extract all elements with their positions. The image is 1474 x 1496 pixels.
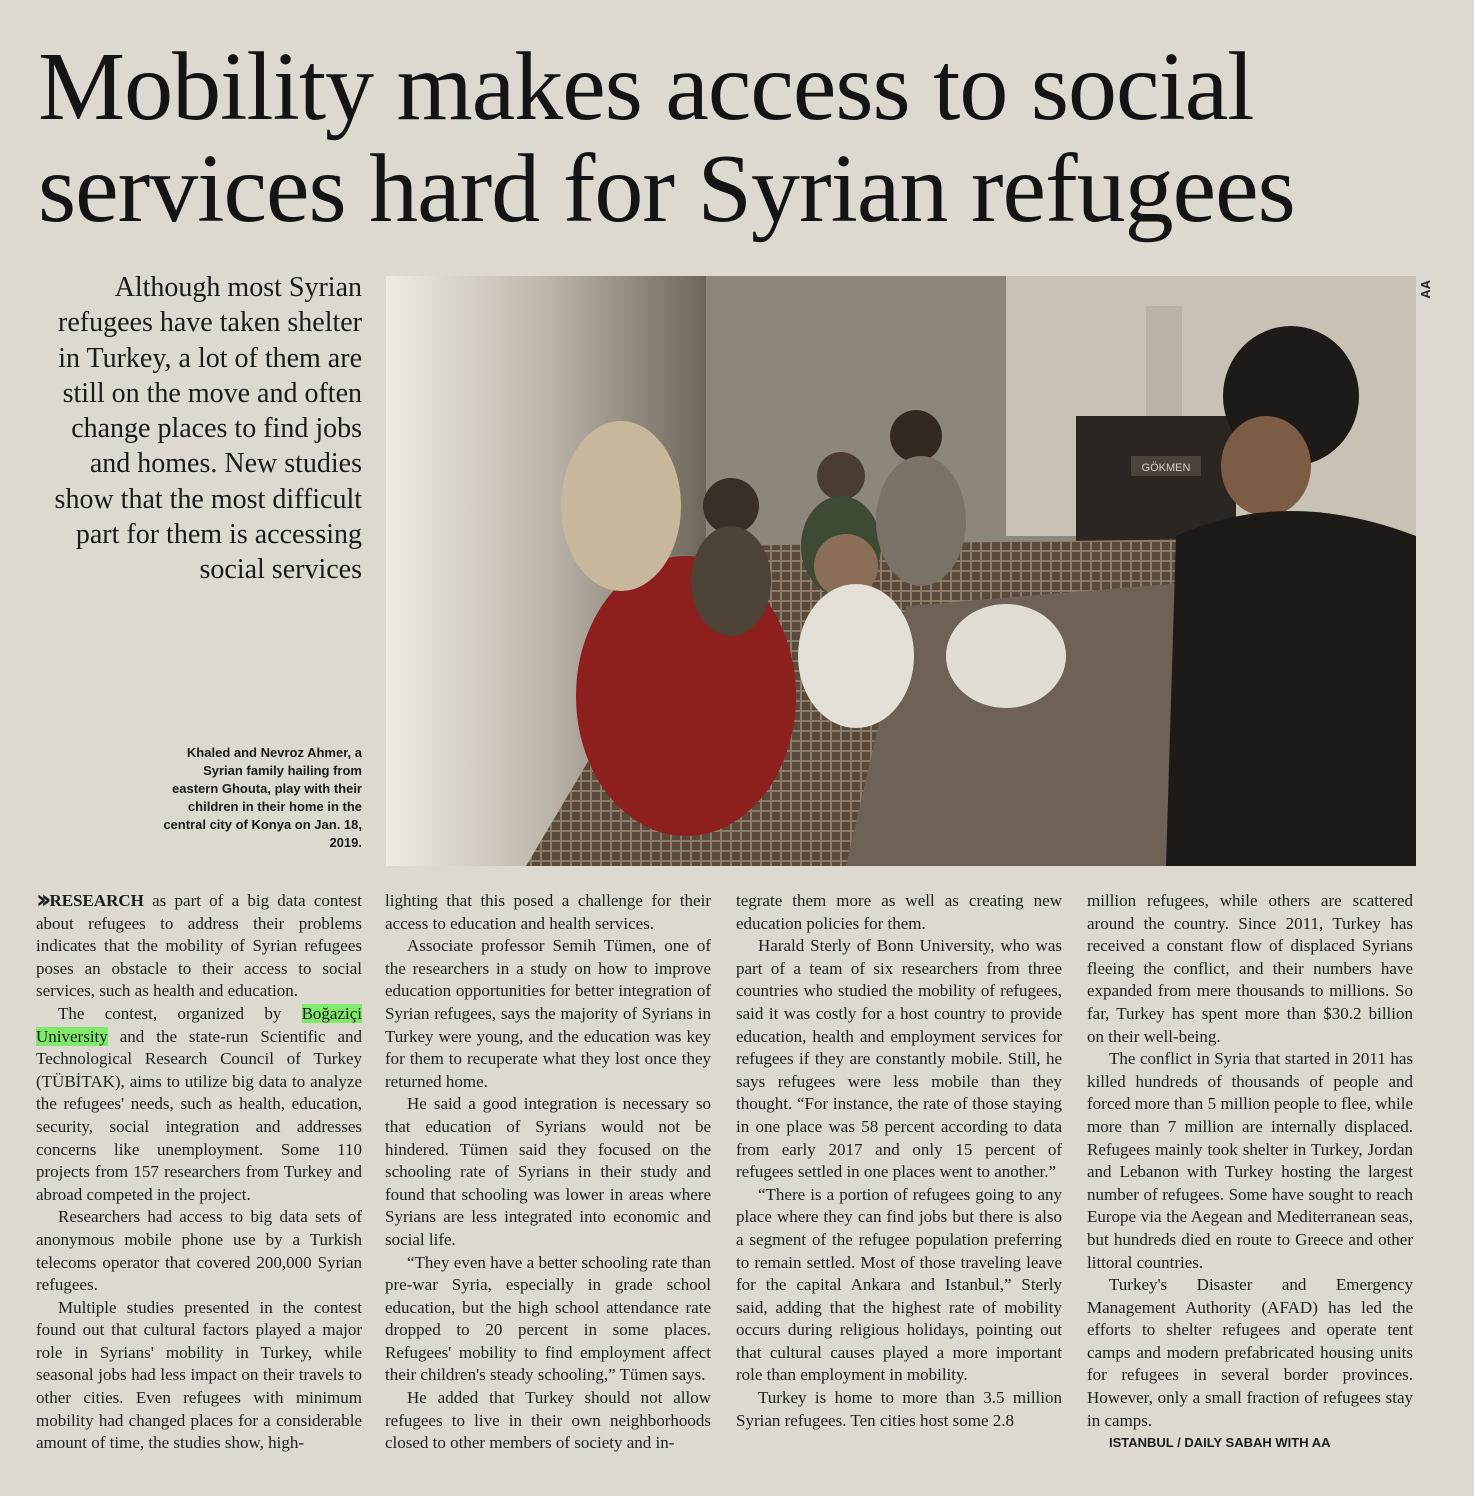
body-paragraph: Associate professor Semih Tümen, one of the researchers in a study on how to improve education opportunities for better integration of Syrian refugees, says the majority of Syrians in Turkey were young, and the education was key for them to recuperate what they lost once they returned home. <box>385 936 711 1091</box>
body-paragraph: Turkey is home to more than 3.5 million Syrian refugees. Ten cities host some 2.8 <box>736 1388 1062 1430</box>
standfirst: Although most Syrian refugees have taken shelter in Turkey, a lot of them are still on the move and often change places to find jobs and homes. New studies show that the most difficult part for them is accessing social services <box>54 272 362 586</box>
paragraph-text: and the state-run Scientific and Technological Research Council of Turkey (TÜBİTAK), aims to utilize big data to analyze the refugees' needs, such as health, education, security, social integration and addresses concerns like unemployment. Some 110 projects from 157 researchers from Turkey and abroad competed in the project. <box>36 1026 362 1204</box>
article-column-3 <box>736 890 1062 1432</box>
body-paragraph: tegrate them more as well as creating new education policies for them. <box>736 891 1062 933</box>
photo-credit: AA <box>1418 280 1433 299</box>
body-paragraph: He said a good integration is necessary so that education of Syrians would not be hindered. Tümen said they focused on the schooling rate of Syrians in their study and found that schooling was lower in areas where Syrians are less integrated into economic and social life. <box>385 1094 711 1249</box>
body-paragraph: Harald Sterly of Bonn University, who was part of a team of six researchers from three countries who studied the mobility of refugees, said it was costly for a host country to provide education, health and employment services for refugees if they are constantly mobile. Still, he says refugees were less mobile than they thought. “For instance, the rate of those staying in one place was 58 percent according to data from early 2017 and only 15 percent of refugees settled in one places went to another.” <box>736 936 1062 1182</box>
body-paragraph: Multiple studies presented in the contest found out that cultural factors played a major role in Syrians' mobility in Turkey, while seasonal jobs had less impact on their travels to other cities. Even refugees with minimum mobility had changed places for a considerable amount of time, the studies show, high- <box>36 1297 362 1453</box>
body-paragraph: “There is a portion of refugees going to any place where they can find jobs but there is also a segment of the refugee population preferring to remain settled. Most of those traveling leave for the capital Ankara and Istanbul,” Sterly said, adding that the highest rate of mobility occurs during religious holidays, pointing out that cultural causes played a more important role than employment in mobility. <box>736 1184 1062 1385</box>
body-paragraph: The conflict in Syria that started in 2011 has killed hundreds of thousands of people and forced more than 5 million people to flee, while more than 7 million are internally displaced. Refugees mainly took shelter in Turkey, Jordan and Lebanon with Turkey hosting the largest number of refugees. Some have sought to reach Europe via the Aegean and Mediterranean seas, but hundreds died en route to Greece and other littoral countries. <box>1087 1049 1413 1272</box>
chevron-right-icon: ›› <box>36 885 46 915</box>
article-column-2 <box>385 890 711 1455</box>
article-column-4 <box>1087 890 1413 1455</box>
lead-paragraph <box>36 885 362 1003</box>
lead-word: RESEARCH <box>49 891 144 910</box>
body-paragraph: Researchers had access to big data sets of anonymous mobile phone use by a Turkish telecoms operator that covered 200,000 Syrian refugees. <box>36 1207 362 1295</box>
body-paragraph: “They even have a better schooling rate than pre-war Syria, especially in grade school education, but the high school attendance rate dropped to 20 percent in some places. Refugees' mobility to find employment affect their children's steady schooling,” Tümen says. <box>385 1252 711 1385</box>
body-paragraph: He added that Turkey should not allow refugees to live in their own neighborhoods closed to other members of society and in- <box>385 1388 711 1453</box>
article-column-1 <box>36 885 362 1455</box>
body-paragraph: Turkey's Disaster and Emergency Management Authority (AFAD) has led the efforts to shelter refugees and operate tent camps and modern prefabricated housing units for refugees in several border provinces. However, only a small fraction of refugees stay in camps. <box>1087 1275 1413 1430</box>
photo-caption: Khaled and Nevroz Ahmer, a Syrian family hailing from eastern Ghouta, play with their children in their home in the central city of Konya on Jan. 18, 2019. <box>163 745 362 850</box>
stove-brand-label: GÖKMEN <box>1141 462 1191 474</box>
body-paragraph: million refugees, while others are scattered around the country. Since 2011, Turkey has received a constant flow of displaced Syrians fleeing the conflict, and their numbers have expanded from mere thousands to millions. So far, Turkey has spent more than $30.2 billion on their well-being. <box>1087 891 1413 1046</box>
headline: Mobility makes access to social services hard for Syrian refugees <box>38 33 1295 243</box>
body-paragraph <box>36 1003 362 1206</box>
lead-paragraph-text: as part of a big data contest about refugees to address their problems indicates that the mobility of Syrian refugees poses an obstacle to their access to social services, such as health and education. <box>36 891 362 1001</box>
highlighted-text: Boğaziçi University <box>36 1003 362 1046</box>
family-photo-illustration <box>386 276 1416 866</box>
paragraph-text: The contest, organized by <box>58 1003 302 1023</box>
article-photo <box>386 276 1416 866</box>
dateline-signoff: ISTANBUL / DAILY SABAH WITH AA <box>1109 1435 1331 1451</box>
body-paragraph: lighting that this posed a challenge for their access to education and health services. <box>385 891 711 933</box>
